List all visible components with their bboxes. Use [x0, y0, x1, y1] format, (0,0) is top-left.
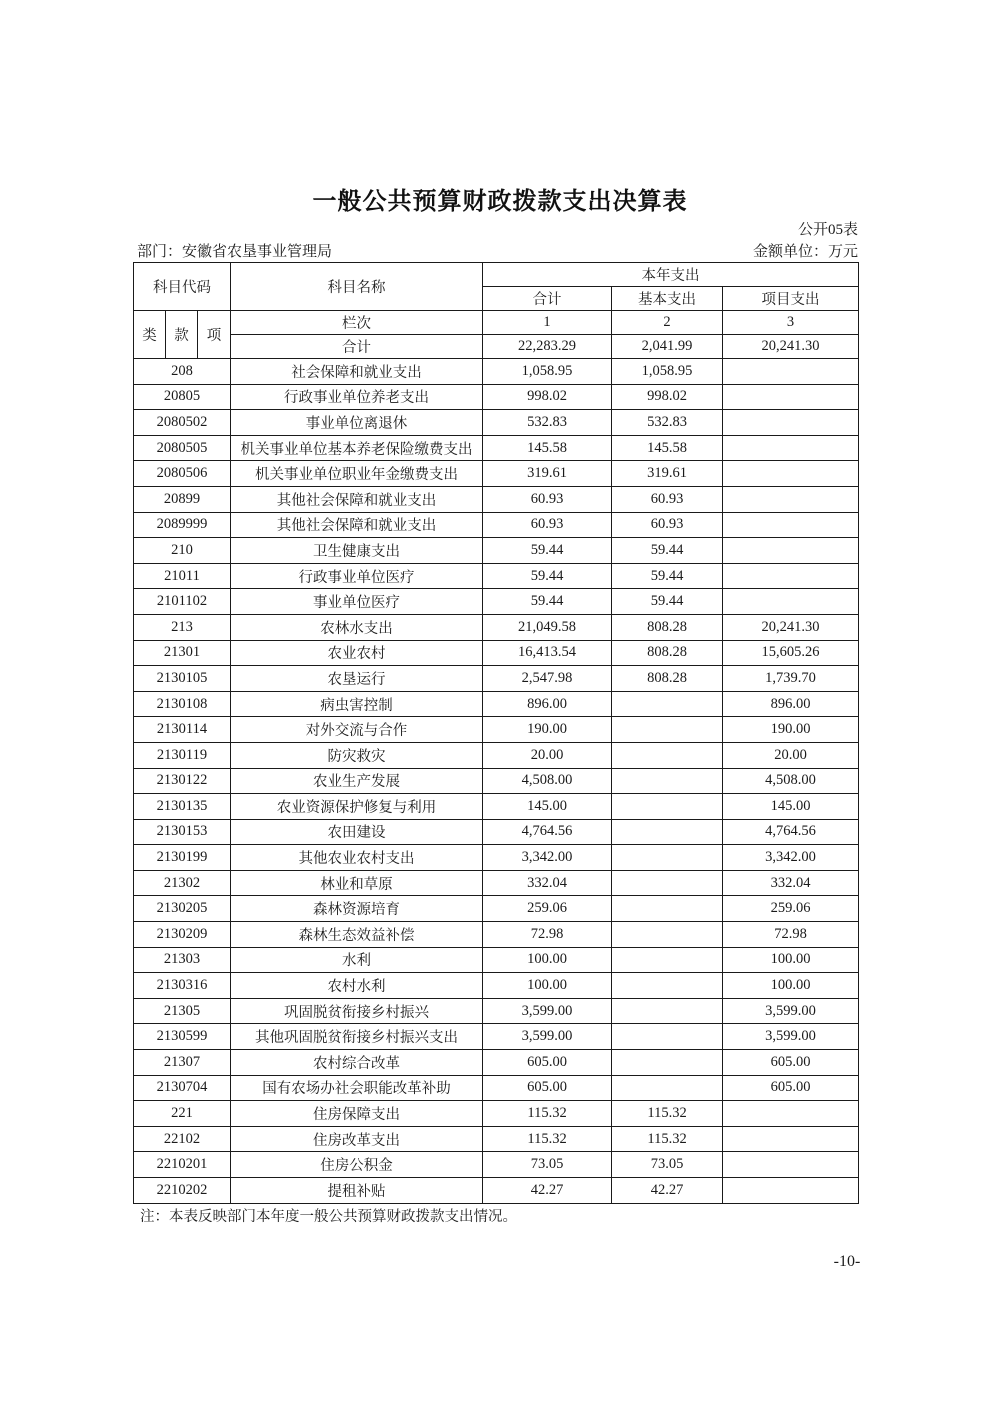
row-code: 21303: [134, 947, 231, 973]
row-code: 208: [134, 359, 231, 385]
table-row: [134, 538, 859, 564]
header-subject-name: 科目名称: [231, 263, 483, 311]
row-code: 20805: [134, 384, 231, 410]
table-row: [134, 1126, 859, 1152]
table-row: [134, 922, 859, 948]
row-code: 2130209: [134, 922, 231, 948]
row-basic-amount: [612, 768, 723, 794]
row-basic-amount: [612, 794, 723, 820]
row-project-amount: 1,739.70: [723, 666, 859, 692]
row-project-amount: 605.00: [723, 1075, 859, 1101]
table-row: [134, 1024, 859, 1050]
row-code: 2210201: [134, 1152, 231, 1178]
table-body: [134, 359, 859, 1204]
row-basic-amount: 532.83: [612, 410, 723, 436]
row-subject-name: 农业资源保护修复与利用: [231, 794, 483, 820]
row-project-amount: 896.00: [723, 691, 859, 717]
table-row: [134, 435, 859, 461]
grand-total-label: 合计: [231, 335, 483, 359]
row-code: 2130119: [134, 742, 231, 768]
table-row: [134, 896, 859, 922]
row-total-amount: 319.61: [483, 461, 612, 487]
row-project-amount: [723, 410, 859, 436]
row-project-amount: 332.04: [723, 870, 859, 896]
row-basic-amount: 998.02: [612, 384, 723, 410]
table-row: [134, 1152, 859, 1178]
row-subject-name: 机关事业单位职业年金缴费支出: [231, 461, 483, 487]
row-subject-name: 农村综合改革: [231, 1050, 483, 1076]
form-code-label: 公开05表: [797, 222, 858, 238]
row-project-amount: 100.00: [723, 947, 859, 973]
row-total-amount: 72.98: [483, 922, 612, 948]
row-total-amount: 115.32: [483, 1101, 612, 1127]
table-row: [134, 768, 859, 794]
row-code: 2080502: [134, 410, 231, 436]
row-project-amount: 259.06: [723, 896, 859, 922]
header-current-year-expenditure: 本年支出: [483, 263, 859, 287]
table-row: [134, 359, 859, 385]
row-project-amount: 20.00: [723, 742, 859, 768]
row-total-amount: 605.00: [483, 1050, 612, 1076]
row-basic-amount: 42.27: [612, 1178, 723, 1204]
table-row: [134, 819, 859, 845]
row-total-amount: 20.00: [483, 742, 612, 768]
row-basic-amount: 808.28: [612, 666, 723, 692]
row-code: 2130599: [134, 1024, 231, 1050]
table-row: [134, 589, 859, 615]
row-basic-amount: [612, 973, 723, 999]
row-project-amount: 4,764.56: [723, 819, 859, 845]
row-total-amount: 59.44: [483, 589, 612, 615]
row-basic-amount: [612, 947, 723, 973]
row-code: 21302: [134, 870, 231, 896]
row-subject-name: 其他巩固脱贫衔接乡村振兴支出: [231, 1024, 483, 1050]
header-total-column: 合计: [483, 287, 612, 311]
row-total-amount: 896.00: [483, 691, 612, 717]
row-project-amount: 145.00: [723, 794, 859, 820]
row-total-amount: 332.04: [483, 870, 612, 896]
row-code: 21301: [134, 640, 231, 666]
row-project-amount: 15,605.26: [723, 640, 859, 666]
table-header: [134, 263, 859, 359]
row-subject-name: 对外交流与合作: [231, 717, 483, 743]
row-total-amount: 59.44: [483, 563, 612, 589]
header-row-1: [134, 263, 859, 287]
row-basic-amount: 1,058.95: [612, 359, 723, 385]
row-basic-amount: [612, 870, 723, 896]
row-code: 2130704: [134, 1075, 231, 1101]
row-project-amount: [723, 359, 859, 385]
header-section: 款: [166, 311, 198, 359]
meta-row: [137, 240, 858, 261]
row-code: 2130199: [134, 845, 231, 871]
row-code: 2130122: [134, 768, 231, 794]
row-total-amount: 100.00: [483, 947, 612, 973]
grand-total-amount: 22,283.29: [483, 335, 612, 359]
row-total-amount: 1,058.95: [483, 359, 612, 385]
header-class: 类: [134, 311, 166, 359]
table-row: [134, 973, 859, 999]
row-subject-name: 农业生产发展: [231, 768, 483, 794]
table-row: [134, 947, 859, 973]
row-code: 2130105: [134, 666, 231, 692]
row-basic-amount: 73.05: [612, 1152, 723, 1178]
row-subject-name: 林业和草原: [231, 870, 483, 896]
row-code: 2089999: [134, 512, 231, 538]
row-subject-name: 住房公积金: [231, 1152, 483, 1178]
row-total-amount: 3,599.00: [483, 1024, 612, 1050]
row-project-amount: [723, 435, 859, 461]
row-basic-amount: 60.93: [612, 486, 723, 512]
row-code: 2130205: [134, 896, 231, 922]
row-project-amount: 3,599.00: [723, 998, 859, 1024]
row-basic-amount: 145.58: [612, 435, 723, 461]
row-project-amount: [723, 589, 859, 615]
row-basic-amount: [612, 691, 723, 717]
row-code: 213: [134, 614, 231, 640]
row-subject-name: 机关事业单位基本养老保险缴费支出: [231, 435, 483, 461]
row-subject-name: 住房改革支出: [231, 1126, 483, 1152]
grand-total-row: [134, 335, 859, 359]
row-project-amount: [723, 384, 859, 410]
table-row: [134, 742, 859, 768]
header-basic-expenditure-column: 基本支出: [612, 287, 723, 311]
table-row: [134, 1050, 859, 1076]
row-project-amount: 3,599.00: [723, 1024, 859, 1050]
row-subject-name: 其他农业农村支出: [231, 845, 483, 871]
row-project-amount: 20,241.30: [723, 614, 859, 640]
row-total-amount: 190.00: [483, 717, 612, 743]
row-basic-amount: 59.44: [612, 589, 723, 615]
row-basic-amount: 808.28: [612, 640, 723, 666]
grand-total-project-amount: 20,241.30: [723, 335, 859, 359]
table-row: [134, 461, 859, 487]
row-total-amount: 259.06: [483, 896, 612, 922]
row-total-amount: 145.58: [483, 435, 612, 461]
row-project-amount: [723, 512, 859, 538]
row-subject-name: 森林生态效益补偿: [231, 922, 483, 948]
row-project-amount: 3,342.00: [723, 845, 859, 871]
amount-unit-label: 金额单位：万元: [752, 244, 858, 260]
table-row: [134, 794, 859, 820]
row-code: 21011: [134, 563, 231, 589]
row-project-amount: [723, 538, 859, 564]
row-basic-amount: [612, 896, 723, 922]
row-subject-name: 巩固脱贫衔接乡村振兴: [231, 998, 483, 1024]
grand-total-basic-amount: 2,041.99: [612, 335, 723, 359]
header-column-index-1: 1: [483, 311, 612, 335]
table-row: [134, 717, 859, 743]
table-row: [134, 870, 859, 896]
row-basic-amount: [612, 1075, 723, 1101]
row-basic-amount: 115.32: [612, 1101, 723, 1127]
table-row: [134, 563, 859, 589]
row-total-amount: 16,413.54: [483, 640, 612, 666]
row-code: 2080506: [134, 461, 231, 487]
row-total-amount: 4,764.56: [483, 819, 612, 845]
row-basic-amount: 59.44: [612, 538, 723, 564]
row-total-amount: 100.00: [483, 973, 612, 999]
table-row: [134, 998, 859, 1024]
row-subject-name: 农业农村: [231, 640, 483, 666]
row-basic-amount: [612, 819, 723, 845]
row-code: 22102: [134, 1126, 231, 1152]
department-label: 部门：安徽省农垦事业管理局: [137, 244, 333, 260]
row-subject-name: 农垦运行: [231, 666, 483, 692]
row-basic-amount: 59.44: [612, 563, 723, 589]
table-row: [134, 614, 859, 640]
row-project-amount: 190.00: [723, 717, 859, 743]
row-subject-name: 住房保障支出: [231, 1101, 483, 1127]
row-basic-amount: [612, 1024, 723, 1050]
row-subject-name: 水利: [231, 947, 483, 973]
table-row: [134, 384, 859, 410]
row-basic-amount: [612, 998, 723, 1024]
row-project-amount: [723, 461, 859, 487]
row-total-amount: 4,508.00: [483, 768, 612, 794]
row-subject-name: 农田建设: [231, 819, 483, 845]
row-total-amount: 532.83: [483, 410, 612, 436]
table-row: [134, 691, 859, 717]
row-project-amount: [723, 486, 859, 512]
header-subject-code: 科目代码: [134, 263, 231, 311]
row-basic-amount: 60.93: [612, 512, 723, 538]
header-project-expenditure-column: 项目支出: [723, 287, 859, 311]
row-total-amount: 60.93: [483, 486, 612, 512]
row-project-amount: 100.00: [723, 973, 859, 999]
row-basic-amount: 115.32: [612, 1126, 723, 1152]
row-code: 210: [134, 538, 231, 564]
table-row: [134, 666, 859, 692]
table-row: [134, 486, 859, 512]
row-total-amount: 115.32: [483, 1126, 612, 1152]
table-row: [134, 410, 859, 436]
header-column-index-label: 栏次: [231, 311, 483, 335]
row-total-amount: 605.00: [483, 1075, 612, 1101]
row-subject-name: 事业单位离退休: [231, 410, 483, 436]
note-text: 注：本表反映部门本年度一般公共预算财政拨款支出情况。: [140, 1209, 517, 1225]
row-total-amount: 2,547.98: [483, 666, 612, 692]
row-code: 2080505: [134, 435, 231, 461]
row-code: 2210202: [134, 1178, 231, 1204]
row-subject-name: 病虫害控制: [231, 691, 483, 717]
table-row: [134, 1101, 859, 1127]
page-number: -10-: [833, 1253, 861, 1270]
row-basic-amount: [612, 845, 723, 871]
row-total-amount: 42.27: [483, 1178, 612, 1204]
row-total-amount: 145.00: [483, 794, 612, 820]
row-basic-amount: [612, 717, 723, 743]
row-project-amount: [723, 1152, 859, 1178]
row-subject-name: 行政事业单位养老支出: [231, 384, 483, 410]
row-total-amount: 3,342.00: [483, 845, 612, 871]
row-code: 221: [134, 1101, 231, 1127]
budget-table: [133, 262, 859, 1204]
row-subject-name: 农林水支出: [231, 614, 483, 640]
row-project-amount: 4,508.00: [723, 768, 859, 794]
row-project-amount: [723, 1101, 859, 1127]
row-code: 21307: [134, 1050, 231, 1076]
row-code: 2130135: [134, 794, 231, 820]
row-total-amount: 21,049.58: [483, 614, 612, 640]
row-subject-name: 事业单位医疗: [231, 589, 483, 615]
row-total-amount: 998.02: [483, 384, 612, 410]
row-code: 2130153: [134, 819, 231, 845]
table-row: [134, 1178, 859, 1204]
row-project-amount: [723, 1126, 859, 1152]
row-subject-name: 卫生健康支出: [231, 538, 483, 564]
row-basic-amount: [612, 1050, 723, 1076]
table-row: [134, 1075, 859, 1101]
row-code: 21305: [134, 998, 231, 1024]
row-basic-amount: [612, 742, 723, 768]
row-subject-name: 国有农场办社会职能改革补助: [231, 1075, 483, 1101]
row-subject-name: 农村水利: [231, 973, 483, 999]
row-subject-name: 其他社会保障和就业支出: [231, 512, 483, 538]
row-project-amount: [723, 563, 859, 589]
row-basic-amount: 808.28: [612, 614, 723, 640]
row-project-amount: [723, 1178, 859, 1204]
row-code: 2130108: [134, 691, 231, 717]
row-subject-name: 防灾救灾: [231, 742, 483, 768]
row-subject-name: 提租补贴: [231, 1178, 483, 1204]
row-subject-name: 行政事业单位医疗: [231, 563, 483, 589]
row-subject-name: 社会保障和就业支出: [231, 359, 483, 385]
row-total-amount: 59.44: [483, 538, 612, 564]
table-row: [134, 640, 859, 666]
row-project-amount: 605.00: [723, 1050, 859, 1076]
row-total-amount: 73.05: [483, 1152, 612, 1178]
row-total-amount: 3,599.00: [483, 998, 612, 1024]
row-code: 2130114: [134, 717, 231, 743]
header-column-index-2: 2: [612, 311, 723, 335]
row-code: 20899: [134, 486, 231, 512]
row-code: 2101102: [134, 589, 231, 615]
row-project-amount: 72.98: [723, 922, 859, 948]
header-row-3: [134, 311, 859, 335]
row-basic-amount: 319.61: [612, 461, 723, 487]
page-title: 一般公共预算财政拨款支出决算表: [312, 188, 688, 215]
table-row: [134, 845, 859, 871]
row-code: 2130316: [134, 973, 231, 999]
header-item: 项: [198, 311, 231, 359]
header-column-index-3: 3: [723, 311, 859, 335]
row-subject-name: 其他社会保障和就业支出: [231, 486, 483, 512]
table-row: [134, 512, 859, 538]
row-subject-name: 森林资源培育: [231, 896, 483, 922]
row-total-amount: 60.93: [483, 512, 612, 538]
row-basic-amount: [612, 922, 723, 948]
